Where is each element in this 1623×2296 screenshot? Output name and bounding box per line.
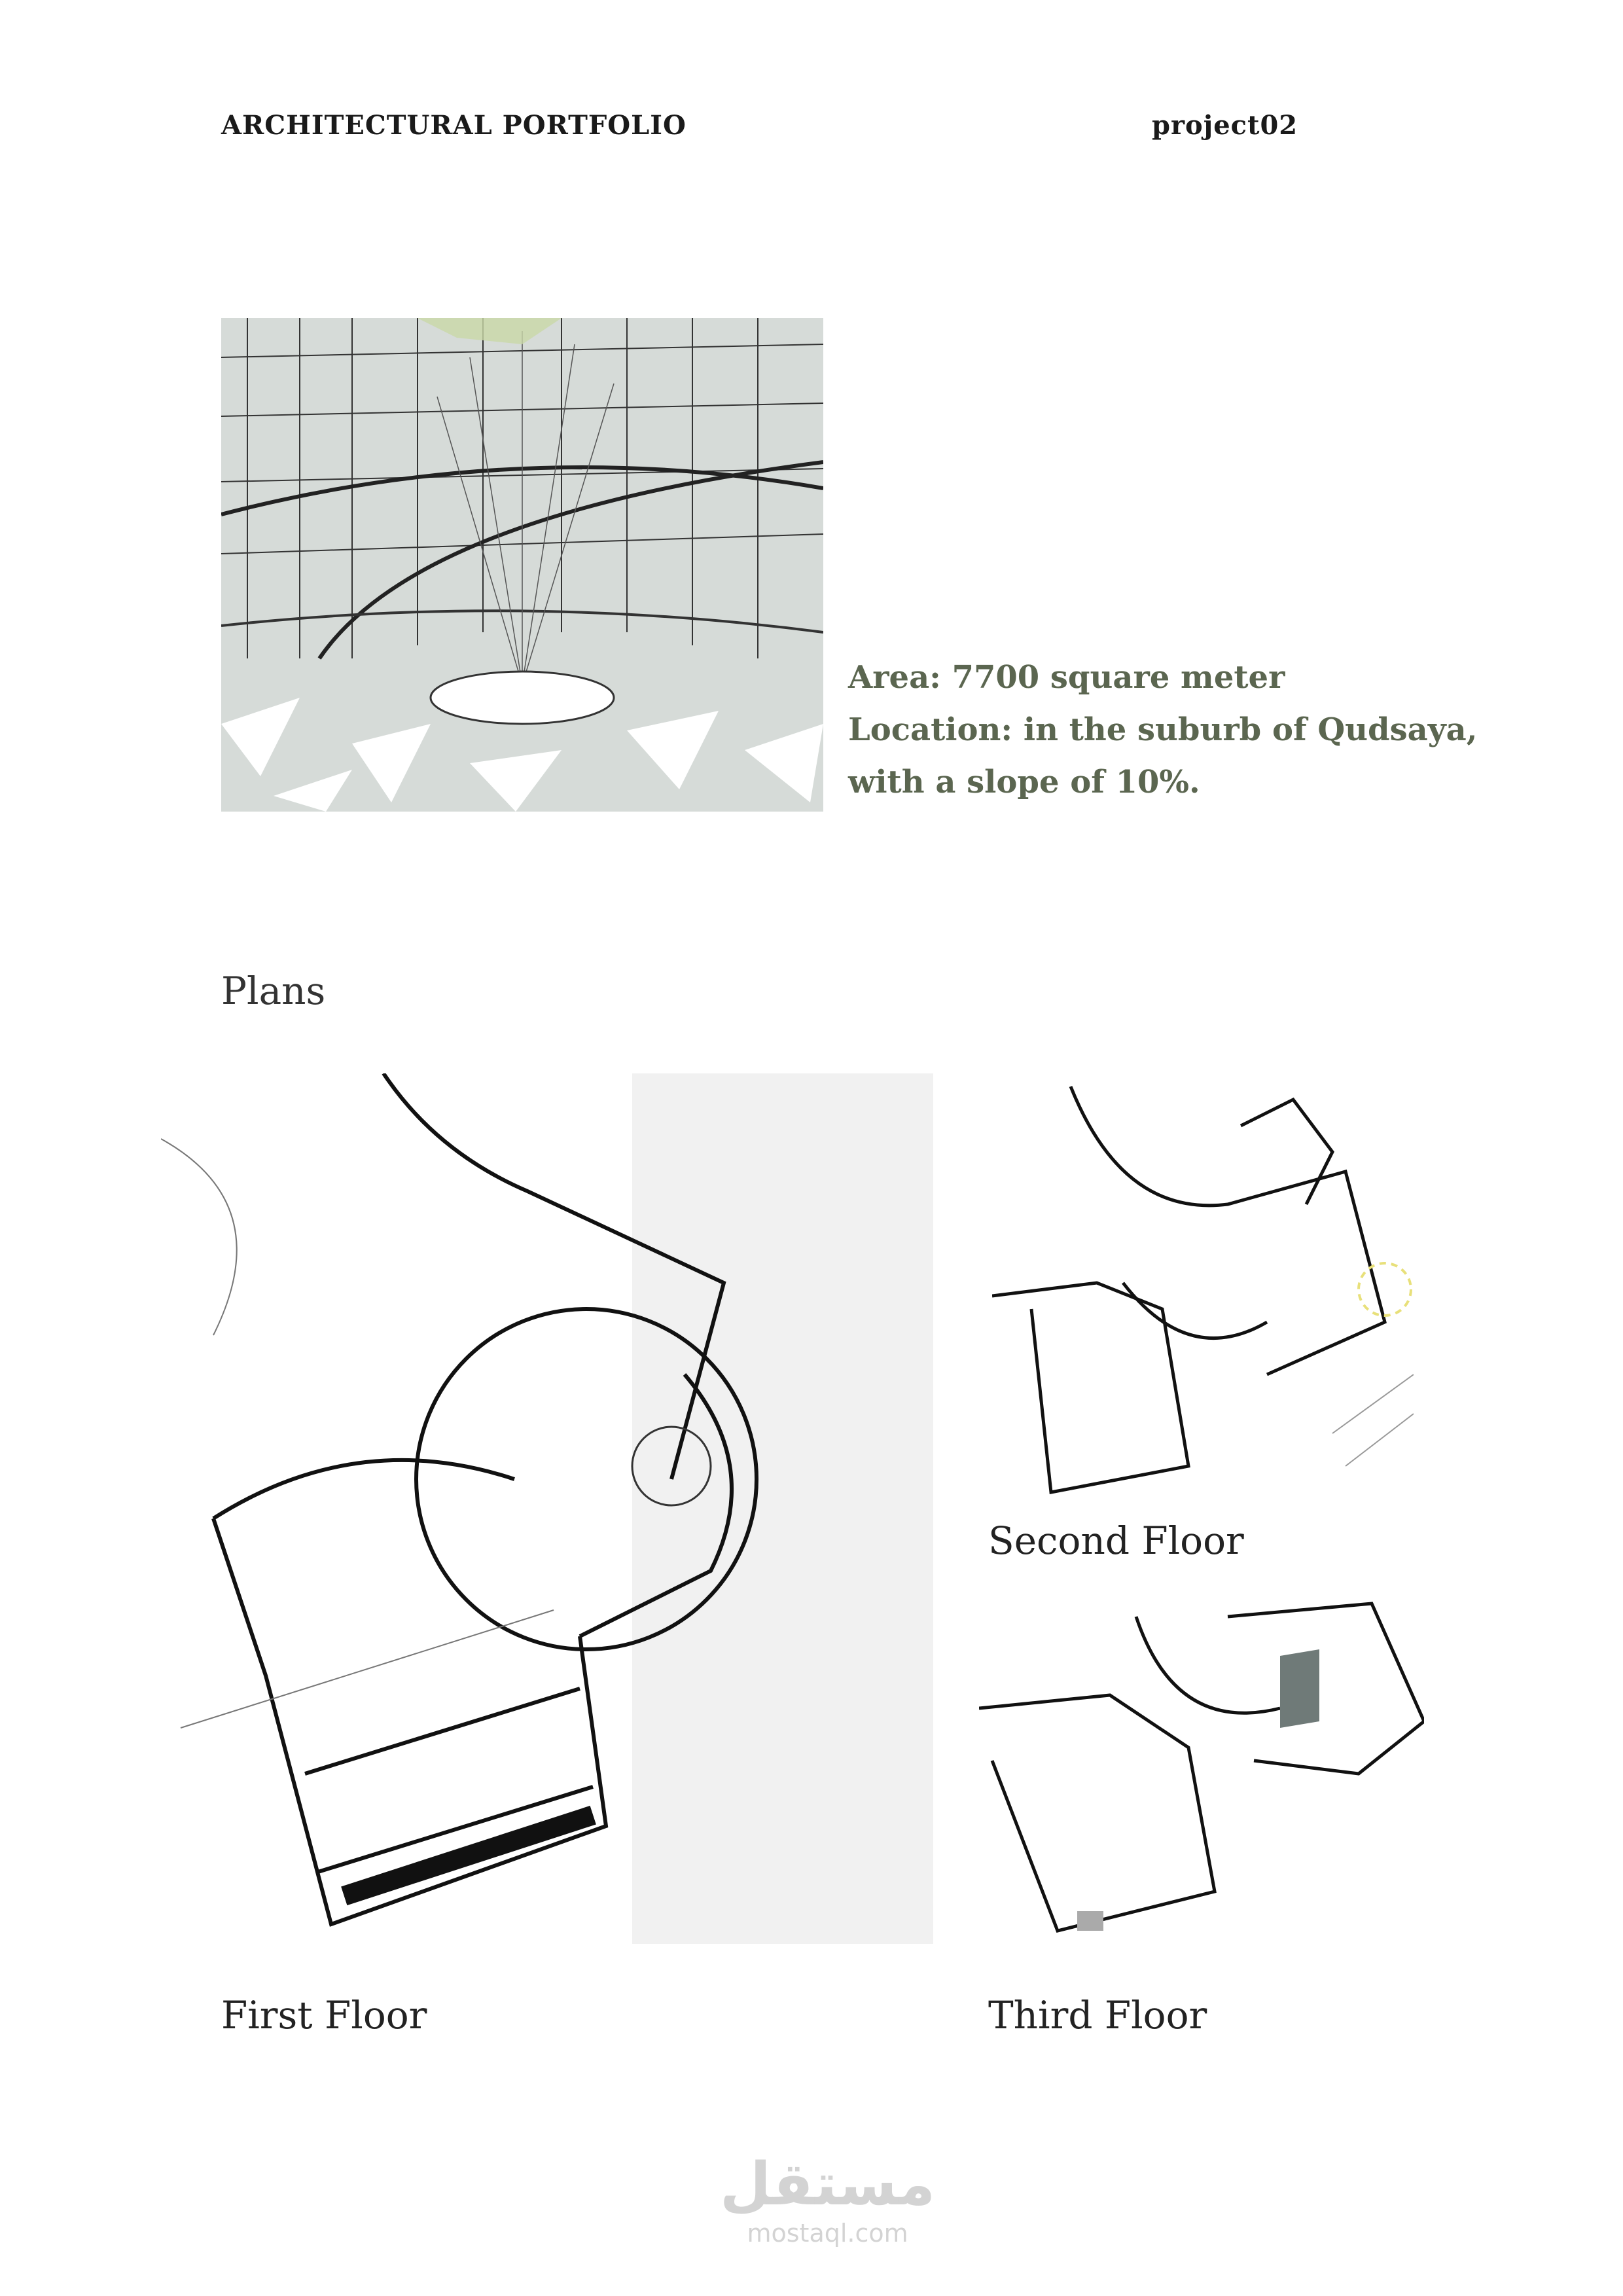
- watermark-arabic: مستقل: [720, 2150, 936, 2219]
- area-text: Area: 7700 square meter: [848, 659, 1285, 696]
- first-floor-plan: [161, 1073, 933, 1944]
- project-number: project02: [1152, 110, 1298, 141]
- slope-text: with a slope of 10%.: [848, 764, 1200, 800]
- third-floor-caption: Third Floor: [988, 1993, 1207, 2037]
- portfolio-title: ARCHITECTURAL PORTFOLIO: [221, 110, 687, 141]
- first-floor-caption: First Floor: [221, 1993, 427, 2037]
- second-floor-caption: Second Floor: [988, 1518, 1244, 1563]
- atrium-render-image: [221, 318, 823, 812]
- watermark-latin: mostaql.com: [747, 2219, 908, 2248]
- third-floor-plan: [979, 1577, 1424, 1957]
- project-info: [848, 651, 1477, 808]
- section-title: Plans: [221, 969, 326, 1013]
- location-text: Location: in the suburb of Qudsaya,: [848, 711, 1478, 748]
- mostaql-watermark: [720, 2150, 935, 2248]
- second-floor-plan: [992, 1073, 1414, 1499]
